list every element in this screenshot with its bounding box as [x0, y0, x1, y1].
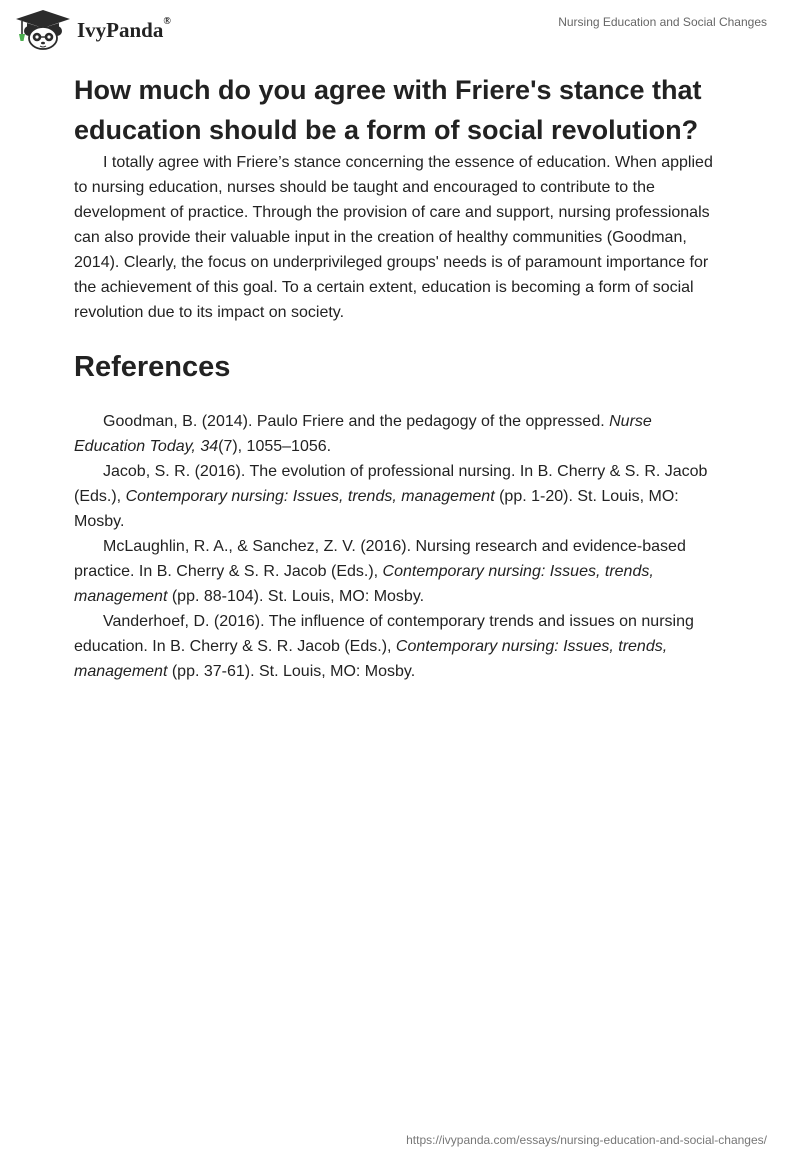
panda-mascot-icon	[14, 8, 72, 50]
reference-list	[74, 409, 724, 684]
page-header	[0, 0, 800, 60]
running-title: Nursing Education and Social Changes	[558, 15, 767, 29]
reference-item: Vanderhoef, D. (2016). The influence of contemporary trends and issues on nursing education. In B. Cherry & S. R. Jacob (Eds.), Contemporary nursing: Issues, trends, management (pp. 37-61). St. Louis, MO: Mosby.	[74, 613, 694, 680]
reference-item: Jacob, S. R. (2016). The evolution of professional nursing. In B. Cherry & S. R. Jacob (Eds.), Contemporary nursing: Issues, trends, management (pp. 1-20). St. Louis, MO: Mosby.	[74, 463, 708, 530]
article	[74, 70, 724, 684]
references-heading: References	[74, 351, 231, 383]
brand-name: IvyPanda®	[77, 15, 171, 42]
article-heading: How much do you agree with Friere's stance that education should be a form of social revolution?	[74, 75, 702, 145]
source-url-link[interactable]: https://ivypanda.com/essays/nursing-education-and-social-changes/	[406, 1133, 767, 1147]
brand-logo[interactable]	[14, 8, 171, 50]
reference-item: Goodman, B. (2014). Paulo Friere and the pedagogy of the oppressed. Nurse Education Today, 34(7), 1055–1056.	[74, 413, 652, 455]
article-body-paragraph: I totally agree with Friere’s stance concerning the essence of education. When applied to nursing education, nurses should be taught and encouraged to contribute to the development of practice. Through the provision of care and support, nursing professionals can also provide their valuable input in the creation of healthy communities (Goodman, 2014). Clearly, the focus on underprivileged groups' needs is of paramount importance for the achievement of this goal. To a certain extent, education is becoming a form of social revolution due to its impact on society.	[74, 154, 713, 321]
reference-item: McLaughlin, R. A., & Sanchez, Z. V. (2016). Nursing research and evidence-based practice. In B. Cherry & S. R. Jacob (Eds.), Contemporary nursing: Issues, trends, management (pp. 88-104). St. Louis, MO: Mosby.	[74, 538, 686, 605]
